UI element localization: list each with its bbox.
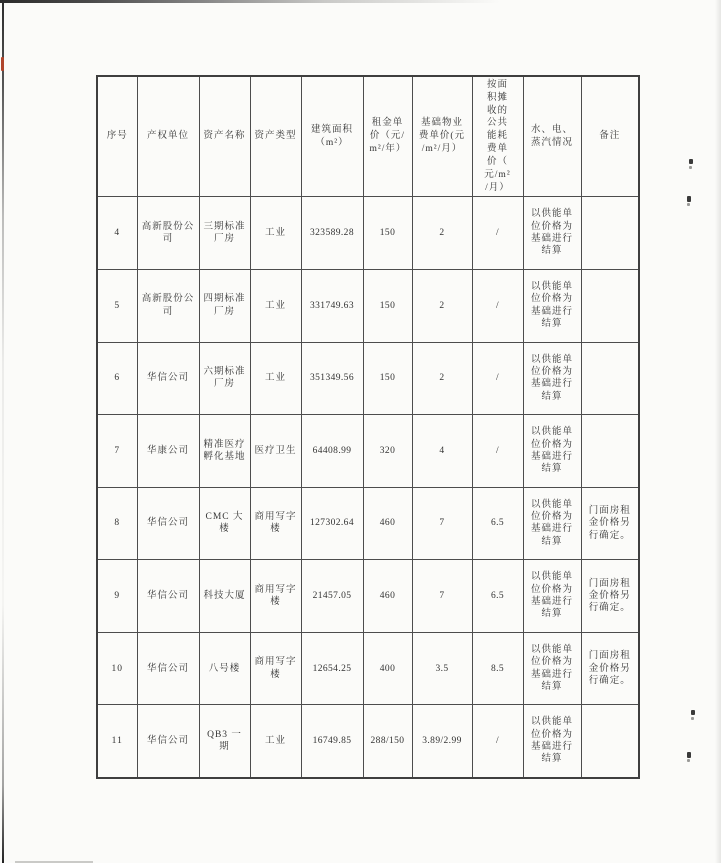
table-body [97, 197, 639, 778]
cell-asset-name: CMC 大楼 [199, 487, 250, 560]
table-row [97, 342, 639, 415]
cell-remark: 门面房租金价格另行确定。 [581, 560, 639, 633]
table-row [97, 632, 639, 705]
header-area: 建筑面积（m²） [301, 76, 363, 197]
cell-index: 6 [97, 342, 137, 415]
cell-property-fee: 3.5 [412, 632, 472, 705]
cell-asset-name: 科技大厦 [199, 560, 250, 633]
cell-energy-fee: / [472, 415, 523, 488]
cell-asset-type: 商用写字楼 [250, 487, 301, 560]
cell-utilities: 以供能单位价格为基础进行结算 [523, 705, 581, 778]
cell-energy-fee: / [472, 705, 523, 778]
cell-asset-name: 精准医疗孵化基地 [199, 415, 250, 488]
cell-asset-name: 三期标准厂房 [199, 197, 250, 270]
cell-asset-type: 工业 [250, 269, 301, 342]
cell-owner: 华信公司 [137, 342, 199, 415]
cell-index: 9 [97, 560, 137, 633]
cell-index: 8 [97, 487, 137, 560]
cell-remark: 门面房租金价格另行确定。 [581, 487, 639, 560]
cell-energy-fee: / [472, 269, 523, 342]
header-index: 序号 [97, 76, 137, 197]
cell-index: 4 [97, 197, 137, 270]
cell-area: 12654.25 [301, 632, 363, 705]
cell-utilities: 以供能单位价格为基础进行结算 [523, 560, 581, 633]
cell-owner: 华信公司 [137, 560, 199, 633]
cell-area: 127302.64 [301, 487, 363, 560]
scan-edge-left [2, 0, 4, 863]
cell-area: 323589.28 [301, 197, 363, 270]
table-header-row [97, 76, 639, 197]
cell-energy-fee: / [472, 197, 523, 270]
cell-property-fee: 2 [412, 269, 472, 342]
cell-index: 5 [97, 269, 137, 342]
cell-asset-type: 工业 [250, 197, 301, 270]
scan-edge-right [715, 0, 721, 863]
scan-artifact [687, 752, 691, 758]
table-row [97, 560, 639, 633]
cell-asset-name: 六期标准厂房 [199, 342, 250, 415]
table-row [97, 269, 639, 342]
table-row [97, 197, 639, 270]
cell-asset-type: 医疗卫生 [250, 415, 301, 488]
cell-area: 351349.56 [301, 342, 363, 415]
cell-index: 7 [97, 415, 137, 488]
cell-asset-name: QB3 一期 [199, 705, 250, 778]
table-row [97, 705, 639, 778]
cell-owner: 华康公司 [137, 415, 199, 488]
header-asset-name: 资产名称 [199, 76, 250, 197]
cell-owner: 华信公司 [137, 632, 199, 705]
cell-remark: 门面房租金价格另行确定。 [581, 632, 639, 705]
table-header [97, 76, 639, 197]
cell-remark [581, 705, 639, 778]
cell-rent-price: 288/150 [363, 705, 412, 778]
cell-owner: 高新股份公司 [137, 269, 199, 342]
cell-property-fee: 4 [412, 415, 472, 488]
cell-utilities: 以供能单位价格为基础进行结算 [523, 269, 581, 342]
cell-property-fee: 2 [412, 197, 472, 270]
cell-rent-price: 320 [363, 415, 412, 488]
scan-artifact [689, 159, 693, 164]
cell-asset-type: 商用写字楼 [250, 560, 301, 633]
cell-asset-type: 工业 [250, 705, 301, 778]
cell-utilities: 以供能单位价格为基础进行结算 [523, 197, 581, 270]
cell-property-fee: 7 [412, 560, 472, 633]
table-row [97, 415, 639, 488]
cell-rent-price: 400 [363, 632, 412, 705]
cell-asset-name: 八号楼 [199, 632, 250, 705]
cell-rent-price: 460 [363, 487, 412, 560]
cell-owner: 华信公司 [137, 487, 199, 560]
header-utilities: 水、电、蒸汽情况 [523, 76, 581, 197]
cell-area: 331749.63 [301, 269, 363, 342]
header-property-fee: 基础物业费单价(元/m²/月） [412, 76, 472, 197]
cell-area: 16749.85 [301, 705, 363, 778]
cell-index: 11 [97, 705, 137, 778]
cell-area: 21457.05 [301, 560, 363, 633]
cell-asset-type: 工业 [250, 342, 301, 415]
cell-rent-price: 460 [363, 560, 412, 633]
scan-artifact [691, 710, 695, 715]
cell-utilities: 以供能单位价格为基础进行结算 [523, 342, 581, 415]
cell-utilities: 以供能单位价格为基础进行结算 [523, 632, 581, 705]
cell-utilities: 以供能单位价格为基础进行结算 [523, 415, 581, 488]
cell-property-fee: 2 [412, 342, 472, 415]
cell-asset-type: 商用写字楼 [250, 632, 301, 705]
cell-utilities: 以供能单位价格为基础进行结算 [523, 487, 581, 560]
cell-energy-fee: 6.5 [472, 487, 523, 560]
cell-index: 10 [97, 632, 137, 705]
asset-rent-table [96, 75, 640, 779]
cell-rent-price: 150 [363, 269, 412, 342]
cell-property-fee: 7 [412, 487, 472, 560]
cell-remark [581, 269, 639, 342]
scan-artifact [687, 196, 691, 202]
cell-owner: 高新股份公司 [137, 197, 199, 270]
header-energy-fee: 按面积摊收的公共能耗费单价（元/m²/月） [472, 76, 523, 197]
cell-energy-fee: 8.5 [472, 632, 523, 705]
cell-asset-name: 四期标准厂房 [199, 269, 250, 342]
cell-energy-fee: 6.5 [472, 560, 523, 633]
cell-owner: 华信公司 [137, 705, 199, 778]
scan-edge-top [0, 0, 500, 3]
header-rent-price: 租金单价（元/m²/年） [363, 76, 412, 197]
cell-remark [581, 415, 639, 488]
cell-property-fee: 3.89/2.99 [412, 705, 472, 778]
table-row [97, 487, 639, 560]
cell-energy-fee: / [472, 342, 523, 415]
cell-area: 64408.99 [301, 415, 363, 488]
cell-rent-price: 150 [363, 197, 412, 270]
cell-remark [581, 197, 639, 270]
cell-remark [581, 342, 639, 415]
header-asset-type: 资产类型 [250, 76, 301, 197]
cell-rent-price: 150 [363, 342, 412, 415]
scan-edge-red-mark [1, 57, 4, 71]
header-remark: 备注 [581, 76, 639, 197]
header-owner: 产权单位 [137, 76, 199, 197]
